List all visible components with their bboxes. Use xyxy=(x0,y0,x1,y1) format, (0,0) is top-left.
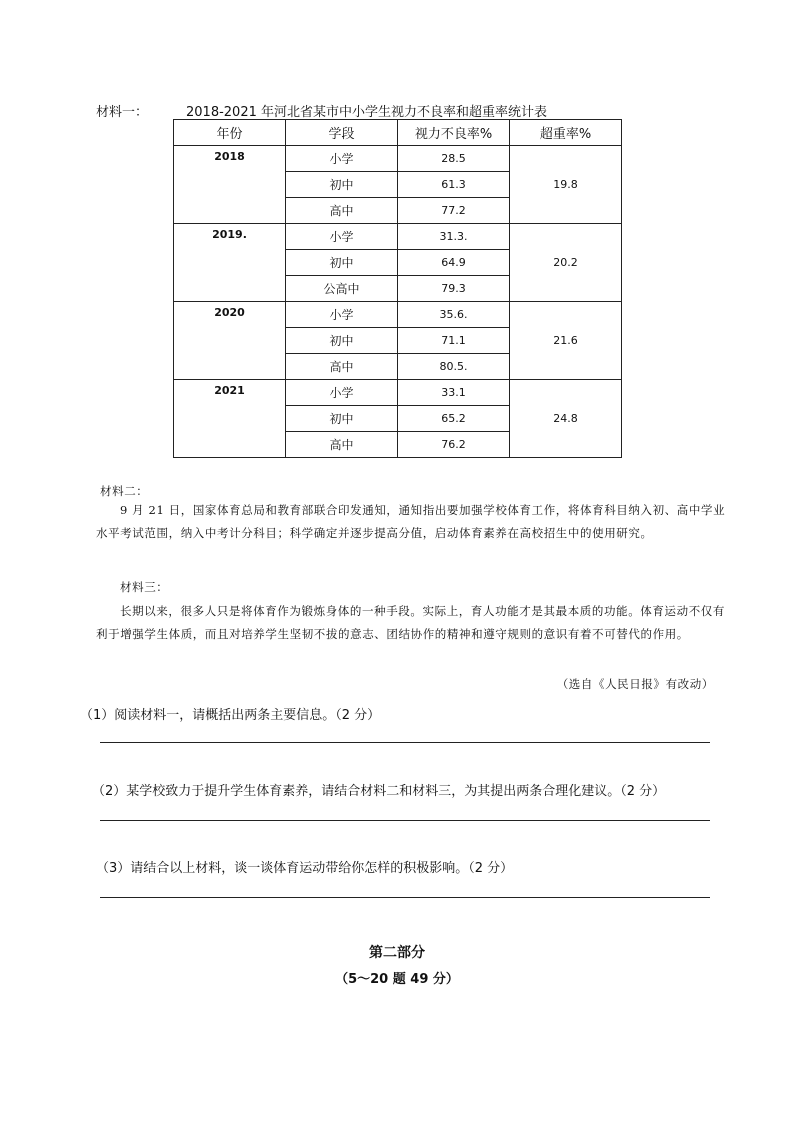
header-overweight-rate: 超重率% xyxy=(510,120,622,146)
header-year: 年份 xyxy=(174,120,286,146)
vision-cell: 80.5. xyxy=(398,354,510,380)
table-header-row xyxy=(174,120,622,146)
header-stage: 学段 xyxy=(286,120,398,146)
table-row xyxy=(174,224,622,250)
vision-cell: 79.3 xyxy=(398,276,510,302)
statistics-table xyxy=(173,119,622,458)
stage-cell: 小学 xyxy=(286,224,398,250)
header-vision-rate: 视力不良率% xyxy=(398,120,510,146)
vision-cell: 61.3 xyxy=(398,172,510,198)
table-title: 2018-2021 年河北省某市中小学生视力不良率和超重率统计表 xyxy=(186,105,547,120)
answer-line-2[interactable] xyxy=(100,820,710,821)
year-cell: 2021 xyxy=(174,380,286,458)
part-title: 第二部分 xyxy=(369,945,425,961)
part-subtitle: （5～20 题 49 分） xyxy=(335,972,459,987)
vision-cell: 77.2 xyxy=(398,198,510,224)
material-one-label: 材料一： xyxy=(96,105,149,120)
table-row xyxy=(174,302,622,328)
answer-line-3[interactable] xyxy=(100,897,710,898)
stage-cell: 小学 xyxy=(286,146,398,172)
vision-cell: 28.5 xyxy=(398,146,510,172)
overweight-cell: 24.8 xyxy=(510,380,622,458)
stage-cell: 初中 xyxy=(286,172,398,198)
year-cell: 2020 xyxy=(174,302,286,380)
vision-cell: 71.1 xyxy=(398,328,510,354)
vision-cell: 64.9 xyxy=(398,250,510,276)
material-two-label: 材料二： xyxy=(100,484,149,498)
stage-cell: 初中 xyxy=(286,406,398,432)
year-cell: 2018 xyxy=(174,146,286,224)
material-three-label: 材料三： xyxy=(120,580,169,594)
material-two-text: 9 月 21 日，国家体育总局和教育部联合印发通知，通知指出要加强学校体育工作，将体育科目纳入初、高中学业水平考试范围，纳入中考计分科目；科学确定并逐步提高分值，启动体育素养在高校招生中的使用研究。 xyxy=(96,503,726,540)
source-citation: （选自《人民日报》有改动） xyxy=(556,677,714,691)
stage-cell: 小学 xyxy=(286,302,398,328)
vision-cell: 76.2 xyxy=(398,432,510,458)
stage-cell: 小学 xyxy=(286,380,398,406)
overweight-cell: 21.6 xyxy=(510,302,622,380)
vision-cell: 65.2 xyxy=(398,406,510,432)
stage-cell: 初中 xyxy=(286,250,398,276)
stage-cell: 初中 xyxy=(286,328,398,354)
answer-line-1[interactable] xyxy=(100,742,710,743)
vision-cell: 33.1 xyxy=(398,380,510,406)
year-cell: 2019. xyxy=(174,224,286,302)
table-row xyxy=(174,380,622,406)
vision-cell: 31.3. xyxy=(398,224,510,250)
table-row xyxy=(174,146,622,172)
stage-cell: 高中 xyxy=(286,354,398,380)
stage-cell: 公高中 xyxy=(286,276,398,302)
vision-cell: 35.6. xyxy=(398,302,510,328)
overweight-cell: 19.8 xyxy=(510,146,622,224)
stage-cell: 高中 xyxy=(286,432,398,458)
overweight-cell: 20.2 xyxy=(510,224,622,302)
material-three-text: 长期以来，很多人只是将体育作为锻炼身体的一种手段。实际上，育人功能才是其最本质的功能。体育运动不仅有利于增强学生体质，而且对培养学生坚韧不拔的意志、团结协作的精神和遵守规则的意识有着不可替代的作用。 xyxy=(96,604,725,641)
question-2: （2）某学校致力于提升学生体育素养，请结合材料二和材料三，为其提出两条合理化建议。（2 分） xyxy=(92,784,666,799)
stage-cell: 高中 xyxy=(286,198,398,224)
question-1: （1）阅读材料一，请概括出两条主要信息。（2 分） xyxy=(80,708,381,723)
question-3: （3）请结合以上材料，谈一谈体育运动带给你怎样的积极影响。（2 分） xyxy=(96,861,514,876)
